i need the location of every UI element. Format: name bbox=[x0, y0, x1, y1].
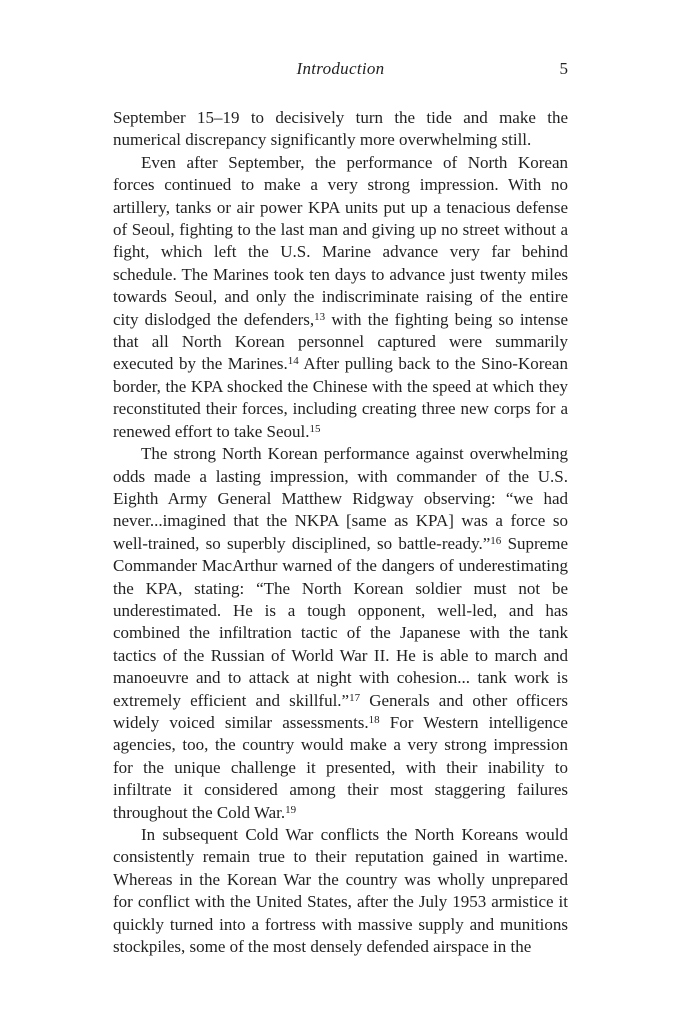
paragraph bbox=[113, 152, 568, 443]
paragraph-text: Even after September, the performance of North Korean forces continued to make a very strong impression. With no artillery, tanks or air power KPA units put up a tenacious defense of Seoul, fighting to the last man and giving up no street without a fight, which left the U.S. Marine advance very far behind schedule. The Marines took ten days to advance just twenty miles towards Seoul, and only the indiscriminate raising of the entire city dislodged the defenders, bbox=[113, 152, 568, 329]
paragraph-text: Generals and other officers widely voiced similar assessments. bbox=[113, 690, 568, 732]
footnote-reference: 14 bbox=[287, 355, 299, 368]
footnote-reference: 17 bbox=[349, 691, 361, 704]
page-header bbox=[113, 58, 568, 80]
paragraph-text: After pulling back to the Sino-Korean border, the KPA shocked the Chinese with the speed at which they reconstituted their forces, including creating three new corps for a renewed effort to take Seoul. bbox=[113, 354, 568, 441]
paragraph-text: In subsequent Cold War conflicts the North Koreans would consistently remain true to their reputation gained in wartime. Whereas in the Korean War the country was wholly unprepared for conflict with the United States, after the July 1953 armistice it quickly turned into a fortress with massive supply and munitions stockpiles, some of the most densely defended airspace in the bbox=[113, 825, 568, 957]
footnote-reference: 18 bbox=[368, 713, 380, 726]
paragraph-text: For Western intelligence agencies, too, the country would make a very strong impression for the unique challenge it presented, with their inability to infiltrate it considered among their most staggering failures throughout the Cold War. bbox=[113, 712, 568, 822]
paragraph-text: The strong North Korean performance against overwhelming odds made a lasting impression, with commander of the U.S. Eighth Army General Matthew Ridgway observing: “we had never...imagined that the NKPA [same as KPA] was a force so well-trained, so superbly disciplined, so battle-ready.” bbox=[113, 444, 568, 553]
page-number: 5 bbox=[559, 59, 568, 78]
running-header-title: Introduction bbox=[296, 59, 385, 78]
footnote-reference: 19 bbox=[285, 803, 297, 816]
footnote-reference: 15 bbox=[309, 422, 321, 435]
paragraph bbox=[113, 107, 568, 152]
body-text bbox=[113, 107, 568, 958]
paragraph-text: with the fighting being so intense that all North Korean personnel captured were summarily executed by the Marines. bbox=[113, 309, 568, 374]
paragraph-text: September 15–19 to decisively turn the tide and make the numerical discrepancy significantly more overwhelming still. bbox=[113, 108, 568, 150]
footnote-reference: 16 bbox=[490, 534, 502, 547]
footnote-reference: 13 bbox=[314, 310, 326, 323]
paragraph bbox=[113, 824, 568, 958]
paragraph bbox=[113, 443, 568, 824]
paragraph-text: Supreme Commander MacArthur warned of the dangers of underestimating the KPA, stating: “The North Korean soldier must not be underestimated. He is a tough opponent, well-led, and has combined the infiltration tactic of the Japanese with the tank tactics of the Russian of World War II. He is able to march and manoeuvre and to attack at night with cohesion... tank work is extremely efficient and skillful.” bbox=[113, 533, 568, 710]
